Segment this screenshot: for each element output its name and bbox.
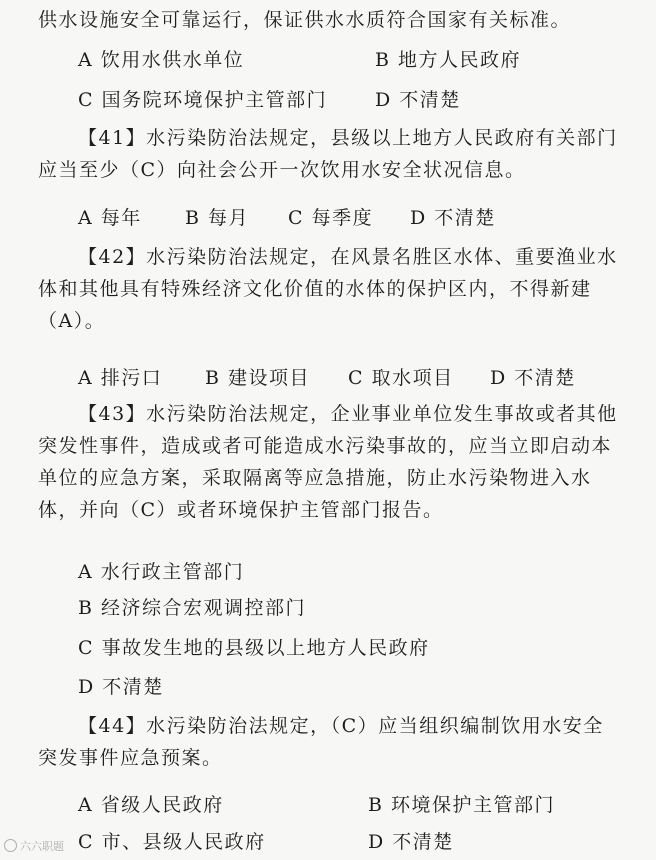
q43-option-a: A 水行政主管部门 xyxy=(78,561,245,583)
q41-option-c: C 每季度 xyxy=(288,207,374,229)
q42-option-b: B 建设项目 xyxy=(205,367,311,389)
q44-option-a: A 省级人民政府 xyxy=(78,794,224,816)
q40-option-a: A 饮用水供水单位 xyxy=(78,49,245,71)
q44-option-b: B 环境保护主管部门 xyxy=(368,794,556,816)
continuation-line: 供水设施安全可靠运行，保证供水水质符合国家有关标准。 xyxy=(38,9,572,31)
watermark xyxy=(4,838,64,854)
q43-option-d: D 不清楚 xyxy=(78,676,164,698)
q43-option-c: C 事故发生地的县级以上地方人民政府 xyxy=(78,637,430,659)
question-42: 【42】水污染防治法规定，在风景名胜区水体、重要渔业水体和其他具有特殊经济文化价值的水体的保护区内，不得新建（A）。 xyxy=(38,246,618,332)
q42-option-a: A 排污口 xyxy=(78,367,163,389)
q42-option-d: D 不清楚 xyxy=(490,367,576,389)
question-41: 【41】水污染防治法规定，县级以上地方人民政府有关部门应当至少（C）向社会公开一次饮用水安全状况信息。 xyxy=(38,127,618,181)
q44-option-d: D 不清楚 xyxy=(368,831,454,853)
q40-option-c: C 国务院环境保护主管部门 xyxy=(78,89,328,111)
watermark-logo-icon xyxy=(4,839,17,852)
q44-option-c: C 市、县级人民政府 xyxy=(78,831,266,853)
question-44: 【44】水污染防治法规定，（C）应当组织编制饮用水安全突发事件应急预案。 xyxy=(38,715,604,769)
q43-option-b: B 经济综合宏观调控部门 xyxy=(78,597,307,619)
q41-option-a: A 每年 xyxy=(78,207,142,229)
watermark-text: 六六职题 xyxy=(20,840,64,853)
q41-option-b: B 每月 xyxy=(185,207,250,229)
question-43: 【43】水污染防治法规定，企业事业单位发生事故或者其他突发性事件，造成或者可能造成水污染事故的，应当立即启动本单位的应急方案，采取隔离等应急措施，防止水污染物进入水体，并向（C）或者环境保护主管部门报告。 xyxy=(38,403,618,521)
q40-option-d: D 不清楚 xyxy=(375,89,461,111)
q42-option-c: C 取水项目 xyxy=(348,367,454,389)
q40-option-b: B 地方人民政府 xyxy=(375,49,522,71)
q41-option-d: D 不清楚 xyxy=(410,207,496,229)
